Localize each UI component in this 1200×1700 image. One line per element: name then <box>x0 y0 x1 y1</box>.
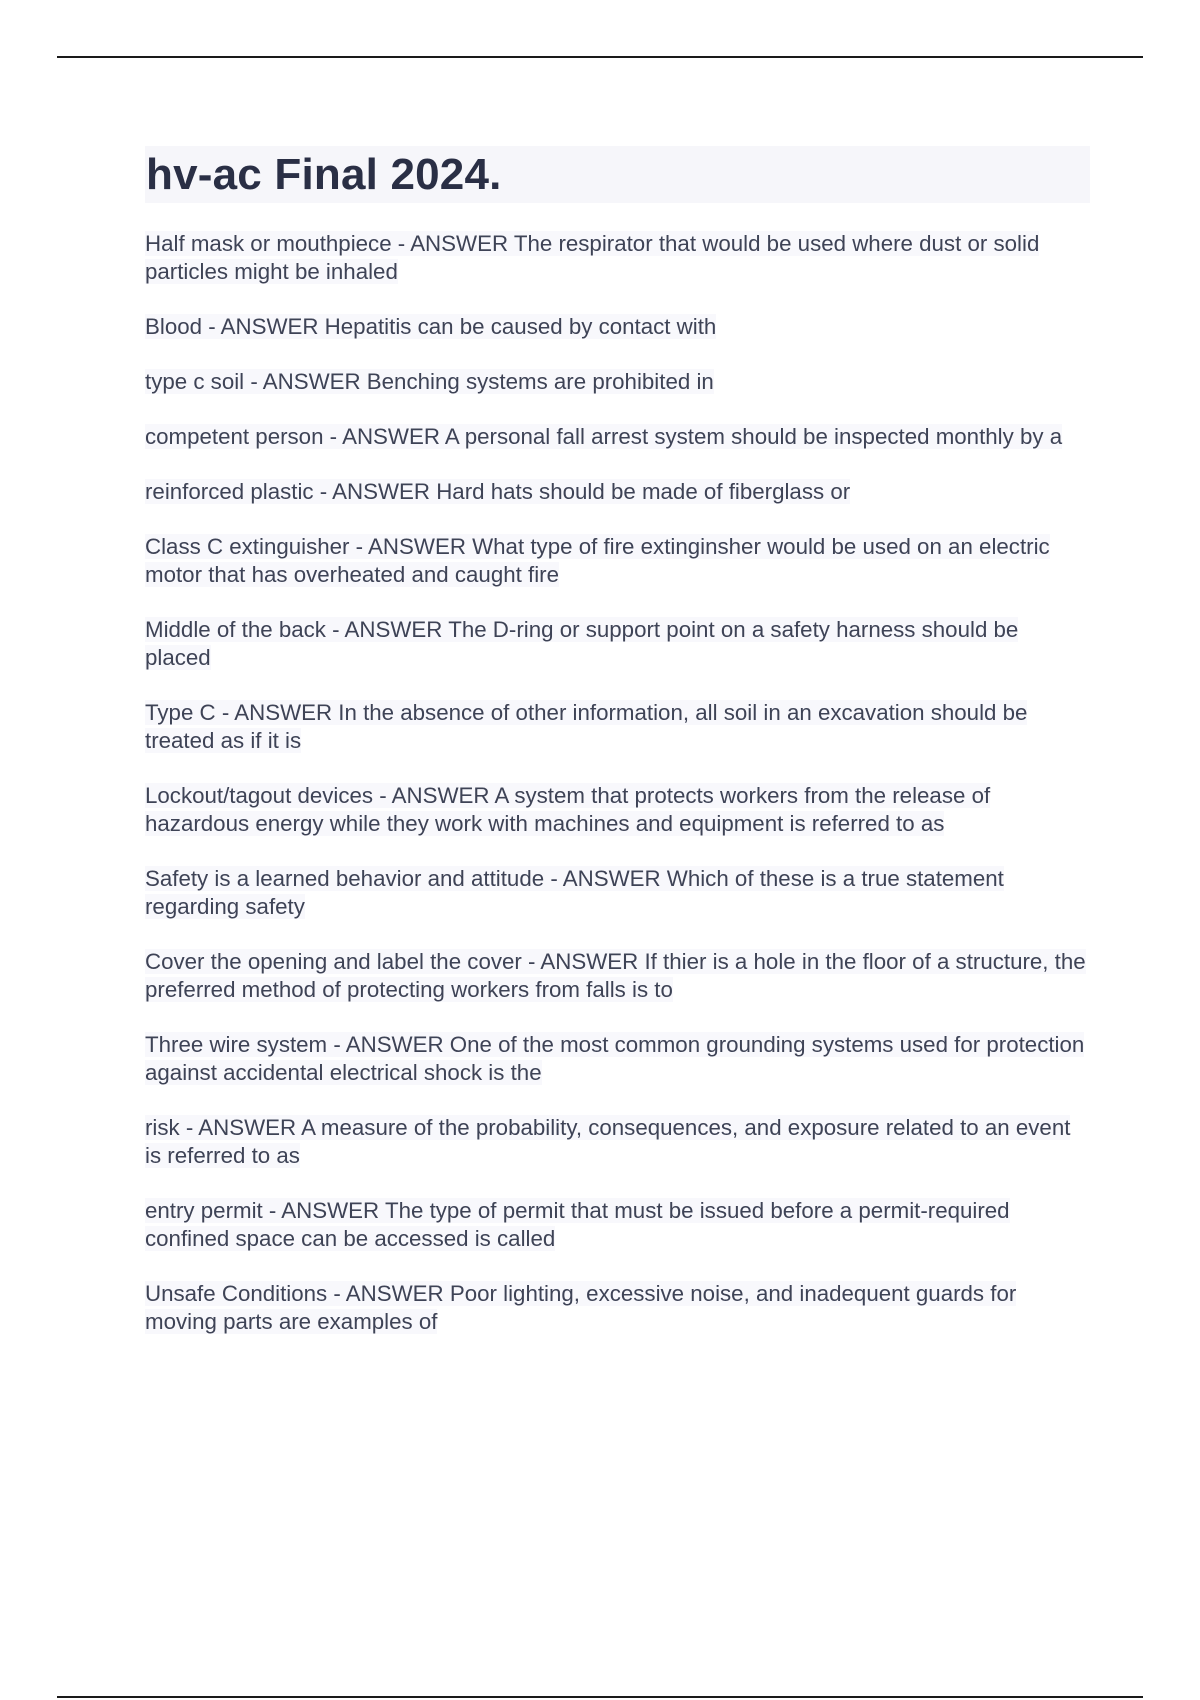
qa-text: Cover the opening and label the cover - ANSWER If thier is a hole in the floor of a structure, the preferred method of protecting workers from falls is to <box>145 949 1086 1002</box>
qa-text: Safety is a learned behavior and attitude - ANSWER Which of these is a true statement regarding safety <box>145 866 1004 919</box>
qa-list <box>145 230 1090 1336</box>
qa-text: risk - ANSWER A measure of the probability, consequences, and exposure related to an event is referred to as <box>145 1115 1071 1168</box>
qa-item <box>145 699 1090 755</box>
qa-item <box>145 1031 1090 1087</box>
qa-text: Blood - ANSWER Hepatitis can be caused by contact with <box>145 314 717 339</box>
page-title: hv-ac Final 2024. <box>146 149 502 199</box>
qa-item <box>145 230 1090 286</box>
qa-item <box>145 1197 1090 1253</box>
qa-item <box>145 782 1090 838</box>
top-rule <box>57 56 1143 58</box>
qa-text: type c soil - ANSWER Benching systems are prohibited in <box>145 369 714 394</box>
qa-item <box>145 368 1090 396</box>
qa-text: Class C extinguisher - ANSWER What type of fire extinginsher would be used on an electric motor that has overheated and caught fire <box>145 534 1050 587</box>
qa-item <box>145 1114 1090 1170</box>
document-body <box>145 146 1090 1363</box>
qa-text: Half mask or mouthpiece - ANSWER The respirator that would be used where dust or solid particles might be inhaled <box>145 231 1040 284</box>
qa-item <box>145 1280 1090 1336</box>
qa-item <box>145 948 1090 1004</box>
qa-item <box>145 313 1090 341</box>
title-bar <box>145 146 1090 203</box>
qa-text: Middle of the back - ANSWER The D-ring or support point on a safety harness should be placed <box>145 617 1019 670</box>
qa-text: entry permit - ANSWER The type of permit that must be issued before a permit-required confined space can be accessed is called <box>145 1198 1010 1251</box>
qa-text: Type C - ANSWER In the absence of other information, all soil in an excavation should be treated as if it is <box>145 700 1028 753</box>
qa-item <box>145 865 1090 921</box>
qa-text: Three wire system - ANSWER One of the most common grounding systems used for protection against accidental electrical shock is the <box>145 1032 1085 1085</box>
qa-item <box>145 616 1090 672</box>
qa-text: Lockout/tagout devices - ANSWER A system that protects workers from the release of hazardous energy while they work with machines and equipment is referred to as <box>145 783 991 836</box>
qa-item <box>145 533 1090 589</box>
bottom-rule <box>57 1696 1143 1698</box>
qa-item <box>145 423 1090 451</box>
qa-item <box>145 478 1090 506</box>
qa-text: competent person - ANSWER A personal fall arrest system should be inspected monthly by a <box>145 424 1063 449</box>
qa-text: reinforced plastic - ANSWER Hard hats should be made of fiberglass or <box>145 479 851 504</box>
qa-text: Unsafe Conditions - ANSWER Poor lighting, excessive noise, and inadequent guards for moving parts are examples of <box>145 1281 1017 1334</box>
